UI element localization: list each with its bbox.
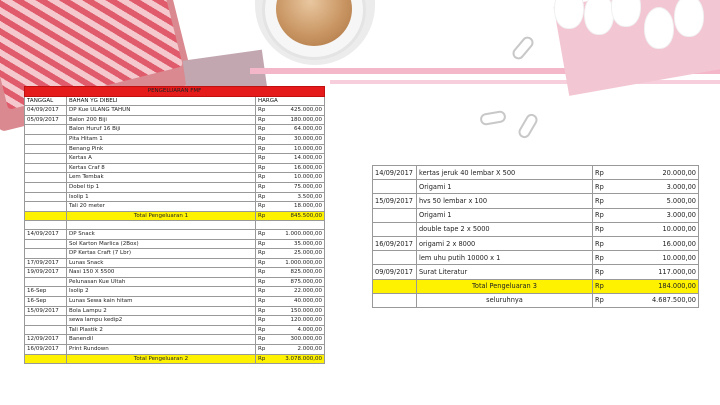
price-value: 120.000,00: [290, 317, 323, 324]
item-cell: Origami 1: [417, 180, 593, 194]
currency-label: Rp: [258, 240, 266, 247]
date-cell: [25, 316, 67, 326]
price-value: 825.000,00: [290, 269, 323, 276]
currency-label: Rp: [258, 278, 266, 285]
tulip-icon: [585, 0, 613, 34]
header-price: HARGA: [256, 96, 325, 106]
total-row-3: [373, 279, 699, 293]
item-cell: Isolip 1: [67, 192, 256, 202]
date-cell: 05/09/2017: [25, 115, 67, 125]
price-value: 1.000.000,00: [285, 230, 323, 237]
price-value: 1.000.000,00: [285, 259, 323, 266]
total-row-2: [25, 354, 325, 364]
item-cell: Balon 200 Biji: [67, 115, 256, 125]
table-row: [373, 236, 699, 250]
item-cell: Lunas Snack: [67, 258, 256, 268]
date-cell: 17/09/2017: [25, 258, 67, 268]
price-amount: [595, 282, 696, 290]
price-value: 150.000,00: [290, 307, 323, 314]
price-amount: [258, 249, 322, 258]
table-row: [25, 182, 325, 192]
currency-label: Rp: [258, 259, 266, 266]
header-item: BAHAN YG DIBELI: [67, 96, 256, 106]
item-cell: kertas jeruk 40 lembar X 500: [417, 166, 593, 180]
price-value: 3.000,00: [666, 182, 696, 191]
price-amount: [258, 116, 322, 125]
price-cell: [256, 229, 325, 239]
currency-label: Rp: [595, 296, 604, 305]
table-row: [25, 154, 325, 164]
date-cell: [373, 180, 417, 194]
total-price-cell: [256, 354, 325, 364]
price-amount: [258, 287, 322, 296]
currency-label: Rp: [595, 182, 604, 191]
price-cell: [256, 268, 325, 278]
currency-label: Rp: [258, 355, 266, 362]
table-row: [25, 163, 325, 173]
price-cell: [256, 316, 325, 326]
total-price-cell: [256, 211, 325, 221]
empty-cell: [25, 211, 67, 221]
total-label: Total Pengeluaran 2: [67, 354, 256, 364]
currency-label: Rp: [258, 326, 266, 333]
date-cell: 15/09/2017: [373, 194, 417, 208]
price-cell: [256, 325, 325, 335]
price-cell: [256, 287, 325, 297]
table-row: [25, 268, 325, 278]
empty-cell: [67, 221, 256, 230]
table-row: [25, 106, 325, 116]
price-value: 10.000,00: [294, 145, 323, 152]
item-cell: Sol Karton Marlica (2Box): [67, 239, 256, 249]
date-cell: 16/09/2017: [25, 345, 67, 355]
price-amount: [258, 212, 322, 221]
price-amount: [258, 202, 322, 211]
tulip-icon: [675, 0, 703, 36]
item-cell: hvs 50 lembar x 100: [417, 194, 593, 208]
price-amount: [258, 268, 322, 277]
price-cell: [256, 154, 325, 164]
price-value: 10.000,00: [662, 253, 696, 262]
price-value: 35.000,00: [294, 240, 323, 247]
price-cell: [256, 106, 325, 116]
price-value: 3.000,00: [666, 211, 696, 220]
price-cell: [256, 173, 325, 183]
currency-label: Rp: [595, 211, 604, 220]
date-cell: 14/09/2017: [373, 166, 417, 180]
item-cell: Nasi 150 X 5500: [67, 268, 256, 278]
pink-ribbon-light: [330, 80, 720, 84]
price-amount: [258, 125, 322, 134]
spacer-row: [25, 221, 325, 230]
table-row: [25, 173, 325, 183]
item-cell: Dobel tip 1: [67, 182, 256, 192]
price-cell: [256, 277, 325, 287]
price-cell: [256, 202, 325, 212]
date-cell: [25, 154, 67, 164]
table-row: [373, 208, 699, 222]
item-cell: Surat Literatur: [417, 265, 593, 279]
table-row: [25, 125, 325, 135]
currency-label: Rp: [595, 239, 604, 248]
table-row: [25, 306, 325, 316]
price-cell: [593, 222, 699, 236]
date-cell: [25, 249, 67, 259]
date-cell: [25, 173, 67, 183]
currency-label: Rp: [258, 126, 266, 133]
currency-label: Rp: [258, 336, 266, 343]
currency-label: Rp: [258, 307, 266, 314]
price-amount: [258, 297, 322, 306]
price-amount: [258, 230, 322, 239]
sheet-title-row: [25, 87, 325, 97]
empty-cell: [373, 279, 417, 293]
currency-label: Rp: [258, 288, 266, 295]
currency-label: Rp: [595, 168, 604, 177]
paperclip-icon: [479, 110, 507, 126]
currency-label: Rp: [258, 135, 266, 142]
currency-label: Rp: [258, 164, 266, 171]
price-cell: [593, 166, 699, 180]
currency-label: Rp: [258, 107, 266, 114]
currency-label: Rp: [258, 250, 266, 257]
date-cell: [373, 208, 417, 222]
item-cell: DP Kue ULANG TAHUN: [67, 106, 256, 116]
price-cell: [593, 265, 699, 279]
date-cell: 15/09/2017: [25, 306, 67, 316]
price-value: 180.000,00: [290, 116, 323, 123]
table-row: [373, 222, 699, 236]
price-cell: [256, 258, 325, 268]
price-cell: [256, 163, 325, 173]
price-value: 5.000,00: [666, 196, 696, 205]
header-date: TANGGAL: [25, 96, 67, 106]
table-row: [25, 249, 325, 259]
table-row: [25, 239, 325, 249]
item-cell: Benang Pink: [67, 144, 256, 154]
item-cell: Tali Plastik 2: [67, 325, 256, 335]
item-cell: Origami 1: [417, 208, 593, 222]
currency-label: Rp: [258, 298, 266, 305]
item-cell: Lem Tembak: [67, 173, 256, 183]
expense-sheet-left: [24, 86, 324, 364]
currency-label: Rp: [595, 225, 604, 234]
price-value: 875.000,00: [290, 278, 323, 285]
table-row: [25, 144, 325, 154]
price-cell: [256, 125, 325, 135]
total-label: seluruhnya: [417, 293, 593, 307]
price-value: 425.000,00: [290, 107, 323, 114]
price-cell: [593, 194, 699, 208]
price-amount: [258, 326, 322, 335]
price-value: 16.000,00: [294, 164, 323, 171]
price-amount: [595, 183, 696, 191]
date-cell: 09/09/2017: [373, 265, 417, 279]
total-price-cell: [593, 279, 699, 293]
item-cell: Pita Hitam 1: [67, 134, 256, 144]
expense-table-left: [24, 86, 325, 364]
item-cell: Isolip 2: [67, 287, 256, 297]
item-cell: Bola Lampu 2: [67, 306, 256, 316]
grand-total-row: [373, 293, 699, 307]
price-value: 117.000,00: [658, 267, 696, 276]
table-row: [25, 335, 325, 345]
price-amount: [595, 240, 696, 248]
price-amount: [258, 145, 322, 154]
date-cell: [373, 251, 417, 265]
price-cell: [256, 297, 325, 307]
price-value: 40.000,00: [294, 298, 323, 305]
item-cell: double tape 2 x 5000: [417, 222, 593, 236]
item-cell: Banendil: [67, 335, 256, 345]
price-amount: [258, 335, 322, 344]
price-value: 22.000,00: [294, 288, 323, 295]
price-cell: [256, 144, 325, 154]
currency-label: Rp: [595, 196, 604, 205]
price-amount: [258, 240, 322, 249]
price-amount: [595, 268, 696, 276]
empty-cell: [25, 354, 67, 364]
table-row: [25, 287, 325, 297]
price-cell: [256, 115, 325, 125]
item-cell: Balon Huruf 16 Biji: [67, 125, 256, 135]
paperclip-icon: [510, 34, 536, 62]
date-cell: 16-Sep: [25, 297, 67, 307]
empty-cell: [25, 221, 67, 230]
price-amount: [258, 307, 322, 316]
price-value: 14.000,00: [294, 155, 323, 162]
price-value: 10.000,00: [662, 225, 696, 234]
date-cell: 14/09/2017: [25, 229, 67, 239]
tulip-icon: [645, 8, 673, 48]
price-amount: [258, 355, 322, 364]
item-cell: Pelunasan Kue Ultah: [67, 277, 256, 287]
table-row: [25, 297, 325, 307]
price-amount: [258, 154, 322, 163]
price-amount: [595, 169, 696, 177]
paperclip-icon: [516, 112, 539, 141]
price-amount: [258, 164, 322, 173]
currency-label: Rp: [595, 253, 604, 262]
price-value: 2.000,00: [297, 346, 323, 353]
price-cell: [256, 249, 325, 259]
table-row: [25, 229, 325, 239]
date-cell: 04/09/2017: [25, 106, 67, 116]
date-cell: 16/09/2017: [373, 236, 417, 250]
item-cell: sewa lampu kedip2: [67, 316, 256, 326]
item-cell: Lunas Sewa kain hitam: [67, 297, 256, 307]
date-cell: [25, 125, 67, 135]
table-row: [25, 192, 325, 202]
sheet-title: PENGELUARAN FMF: [25, 87, 325, 97]
item-cell: lem uhu putih 10000 x 1: [417, 251, 593, 265]
price-cell: [256, 335, 325, 345]
item-cell: Print Rundown: [67, 345, 256, 355]
price-amount: [595, 225, 696, 233]
total-label: Total Pengeluaran 3: [417, 279, 593, 293]
table-row: [373, 166, 699, 180]
currency-label: Rp: [258, 116, 266, 123]
table-row: [25, 345, 325, 355]
header-row: [25, 96, 325, 106]
table-row: [25, 325, 325, 335]
expense-table-right: [372, 165, 699, 308]
date-cell: [25, 202, 67, 212]
price-value: 845.500,00: [290, 212, 323, 219]
table-row: [25, 277, 325, 287]
date-cell: 19/09/2017: [25, 268, 67, 278]
item-cell: Kertas Craf 8: [67, 163, 256, 173]
date-cell: [25, 144, 67, 154]
price-value: 64.000,00: [294, 126, 323, 133]
price-value: 30.000,00: [294, 135, 323, 142]
table-row: [25, 115, 325, 125]
date-cell: 16-Sep: [25, 287, 67, 297]
price-value: 300.000,00: [290, 336, 323, 343]
price-amount: [258, 173, 322, 182]
currency-label: Rp: [595, 282, 604, 291]
price-value: 25.000,00: [294, 250, 323, 257]
price-cell: [256, 306, 325, 316]
price-value: 20.000,00: [662, 168, 696, 177]
price-amount: [595, 211, 696, 219]
item-cell: origami 2 x 8000: [417, 236, 593, 250]
item-cell: Tali 20 meter: [67, 202, 256, 212]
price-amount: [258, 135, 322, 144]
price-cell: [593, 251, 699, 265]
price-value: 75.000,00: [294, 183, 323, 190]
currency-label: Rp: [258, 317, 266, 324]
price-value: 4.000,00: [297, 326, 323, 333]
table-row: [25, 134, 325, 144]
currency-label: Rp: [258, 212, 266, 219]
price-value: 184.000,00: [658, 282, 696, 291]
currency-label: Rp: [258, 145, 266, 152]
price-amount: [595, 197, 696, 205]
table-row: [25, 258, 325, 268]
date-cell: [25, 134, 67, 144]
price-cell: [593, 208, 699, 222]
price-value: 3.500,00: [297, 193, 323, 200]
price-amount: [258, 193, 322, 202]
price-cell: [593, 236, 699, 250]
date-cell: [25, 163, 67, 173]
date-cell: [25, 239, 67, 249]
table-row: [373, 265, 699, 279]
price-cell: [256, 345, 325, 355]
table-row: [25, 202, 325, 212]
price-value: 16.000,00: [662, 239, 696, 248]
price-value: 10.000,00: [294, 174, 323, 181]
date-cell: 12/09/2017: [25, 335, 67, 345]
price-amount: [258, 183, 322, 192]
total-label: Total Pengeluaran 1: [67, 211, 256, 221]
price-value: 4.687.500,00: [651, 296, 696, 305]
empty-cell: [373, 293, 417, 307]
price-amount: [595, 254, 696, 262]
price-amount: [258, 106, 322, 115]
date-cell: [25, 192, 67, 202]
empty-cell: [256, 221, 325, 230]
currency-label: Rp: [595, 267, 604, 276]
date-cell: [25, 277, 67, 287]
expense-sheet-right: [372, 165, 698, 308]
price-amount: [258, 316, 322, 325]
price-value: 18.000,00: [294, 203, 323, 210]
item-cell: DP Snack: [67, 229, 256, 239]
currency-label: Rp: [258, 346, 266, 353]
total-row-1: [25, 211, 325, 221]
table-row: [25, 316, 325, 326]
currency-label: Rp: [258, 155, 266, 162]
item-cell: Kertas A: [67, 154, 256, 164]
price-amount: [258, 345, 322, 354]
currency-label: Rp: [258, 203, 266, 210]
price-amount: [258, 259, 322, 268]
currency-label: Rp: [258, 183, 266, 190]
currency-label: Rp: [258, 174, 266, 181]
table-row: [373, 180, 699, 194]
currency-label: Rp: [258, 269, 266, 276]
currency-label: Rp: [258, 193, 266, 200]
price-amount: [258, 278, 322, 287]
date-cell: [373, 222, 417, 236]
total-price-cell: [593, 293, 699, 307]
date-cell: [25, 325, 67, 335]
currency-label: Rp: [258, 230, 266, 237]
table-row: [373, 194, 699, 208]
price-value: 3.078.000,00: [285, 355, 323, 362]
date-cell: [25, 182, 67, 192]
item-cell: DP Kertas Craft (7 Lbr): [67, 249, 256, 259]
price-cell: [593, 180, 699, 194]
price-cell: [256, 134, 325, 144]
price-cell: [256, 192, 325, 202]
price-cell: [256, 239, 325, 249]
price-cell: [256, 182, 325, 192]
price-amount: [595, 296, 696, 304]
table-row: [373, 251, 699, 265]
